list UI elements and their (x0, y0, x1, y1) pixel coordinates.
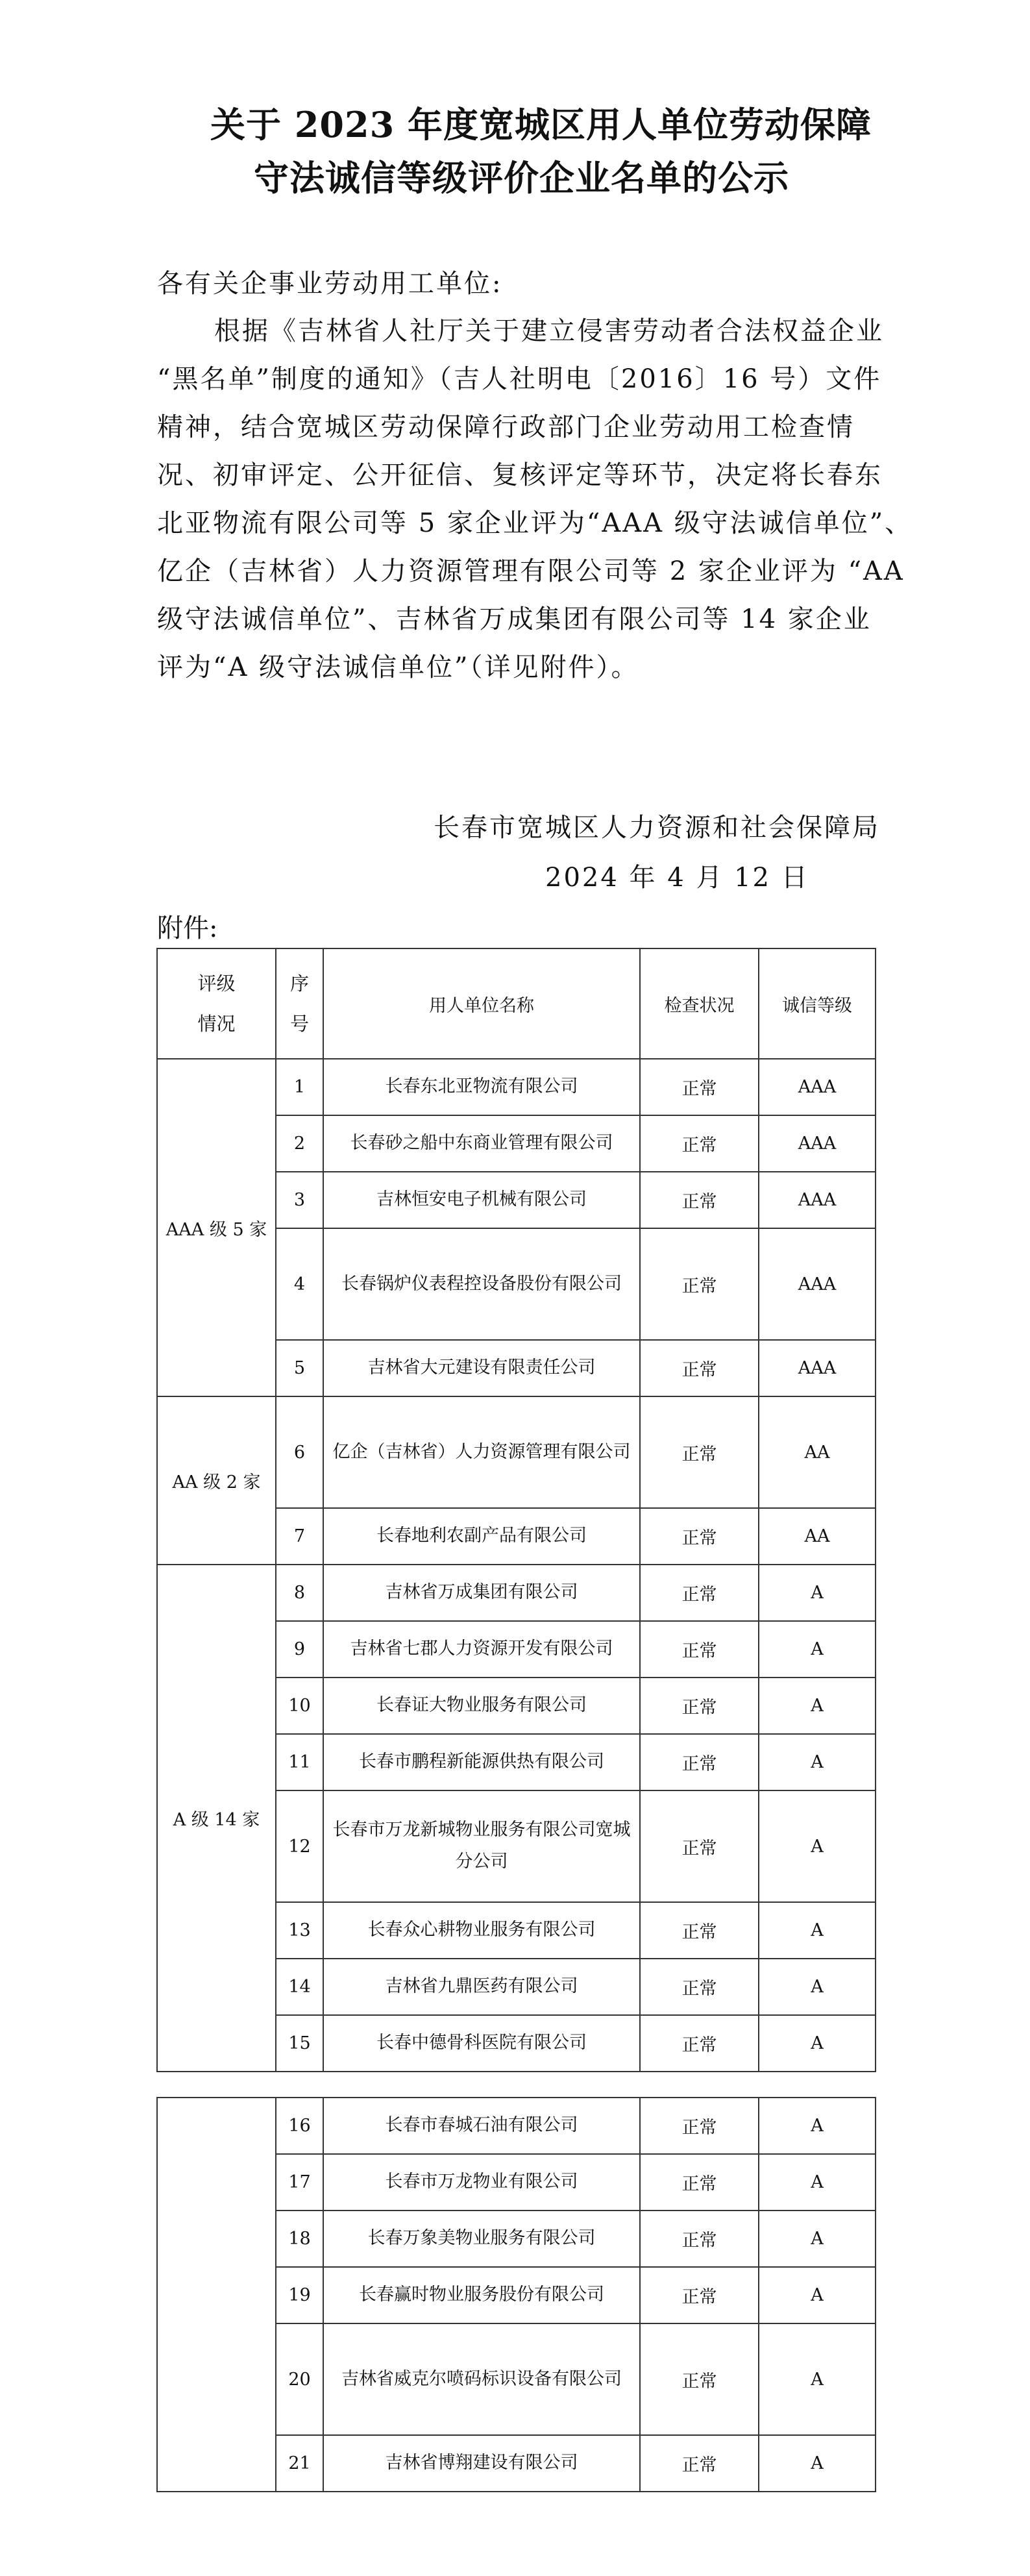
body-line-6: 亿企（吉林省）人力资源管理有限公司等 2 家企业评为 “AA (157, 556, 905, 586)
row-level: A (759, 2435, 876, 2492)
row-number: 6 (276, 1396, 323, 1508)
row-level: AAA (759, 1340, 876, 1396)
enterprise-list-table-continued (156, 2097, 876, 2492)
row-level: A (759, 1565, 876, 1621)
header-grade-line-1: 评级 (197, 972, 236, 995)
row-check: 正常 (640, 1678, 759, 1734)
group-label-aa: AA 级 2 家 (157, 1396, 276, 1565)
header-number (276, 948, 323, 1059)
row-number: 8 (276, 1565, 323, 1621)
row-name: 长春中德骨科医院有限公司 (323, 2015, 640, 2072)
body-line-2: “黑名单”制度的通知》（吉人社明电〔2016〕16 号）文件 (157, 364, 882, 394)
row-number: 4 (276, 1228, 323, 1340)
row-name: 吉林省九鼎医药有限公司 (323, 1959, 640, 2015)
body-line-7: 级守法诚信单位”、吉林省万成集团有限公司等 14 家企业 (157, 604, 872, 634)
header-check: 检查状况 (640, 948, 759, 1059)
body-line-4: 况、初审评定、公开征信、复核评定等环节，决定将长春东 (157, 460, 883, 490)
row-number: 16 (276, 2098, 323, 2154)
row-level: A (759, 2098, 876, 2154)
enterprise-list-table (156, 948, 876, 2072)
group-label-a: A 级 14 家 (157, 1565, 276, 2072)
row-name: 吉林省威克尔喷码标识设备有限公司 (323, 2323, 640, 2435)
row-name: 吉林省博翔建设有限公司 (323, 2435, 640, 2492)
table-row (157, 1565, 876, 1621)
row-check: 正常 (640, 1396, 759, 1508)
row-check: 正常 (640, 1340, 759, 1396)
row-name: 吉林省大元建设有限责任公司 (323, 1340, 640, 1396)
row-name: 长春赢时物业服务股份有限公司 (323, 2267, 640, 2323)
row-number: 14 (276, 1959, 323, 2015)
row-check: 正常 (640, 1115, 759, 1172)
row-name: 长春地利农副产品有限公司 (323, 1508, 640, 1565)
row-name: 长春证大物业服务有限公司 (323, 1678, 640, 1734)
row-check: 正常 (640, 2323, 759, 2435)
row-number: 17 (276, 2154, 323, 2211)
row-name: 长春万象美物业服务有限公司 (323, 2211, 640, 2267)
row-level: A (759, 2154, 876, 2211)
row-number: 3 (276, 1172, 323, 1228)
row-name: 吉林省七郡人力资源开发有限公司 (323, 1621, 640, 1678)
row-number: 19 (276, 2267, 323, 2323)
attachment-label: 附件: (157, 913, 218, 943)
row-check: 正常 (640, 1902, 759, 1959)
row-name: 长春市万龙新城物业服务有限公司宽城分公司 (323, 1790, 640, 1902)
row-level: A (759, 1621, 876, 1678)
header-grade (157, 948, 276, 1059)
row-level: A (759, 1959, 876, 2015)
header-level: 诚信等级 (759, 948, 876, 1059)
group-label-a-continued (157, 2098, 276, 2492)
row-check: 正常 (640, 1959, 759, 2015)
row-level: A (759, 1790, 876, 1902)
row-level: AAA (759, 1059, 876, 1115)
row-level: A (759, 1902, 876, 1959)
header-name: 用人单位名称 (323, 948, 640, 1059)
row-level: A (759, 2211, 876, 2267)
row-name: 亿企（吉林省）人力资源管理有限公司 (323, 1396, 640, 1508)
row-check: 正常 (640, 2435, 759, 2492)
header-number-line-2: 号 (289, 1013, 309, 1035)
signature-org: 长春市宽城区人力资源和社会保障局 (434, 813, 880, 843)
row-number: 9 (276, 1621, 323, 1678)
body-line-8: 评为“A 级守法诚信单位”（详见附件）。 (157, 652, 639, 682)
row-level: AA (759, 1396, 876, 1508)
salutation: 各有关企事业劳动用工单位: (157, 269, 503, 299)
header-grade-line-2: 情况 (197, 1013, 236, 1035)
signature-date: 2024 年 4 月 12 日 (545, 863, 809, 893)
row-name: 长春众心耕物业服务有限公司 (323, 1902, 640, 1959)
row-name: 长春东北亚物流有限公司 (323, 1059, 640, 1115)
row-check: 正常 (640, 1734, 759, 1790)
row-level: A (759, 2323, 876, 2435)
row-check: 正常 (640, 2154, 759, 2211)
row-name: 长春市鹏程新能源供热有限公司 (323, 1734, 640, 1790)
body-line-1: 根据《吉林省人社厅关于建立侵害劳动者合法权益企业 (214, 316, 884, 346)
row-number: 7 (276, 1508, 323, 1565)
row-number: 1 (276, 1059, 323, 1115)
row-level: A (759, 2015, 876, 2072)
table-header-row (157, 948, 876, 1059)
row-name: 长春市万龙物业有限公司 (323, 2154, 640, 2211)
row-check: 正常 (640, 2211, 759, 2267)
group-label-aaa: AAA 级 5 家 (157, 1059, 276, 1396)
row-level: A (759, 1734, 876, 1790)
row-number: 2 (276, 1115, 323, 1172)
row-name: 长春锅炉仪表程控设备股份有限公司 (323, 1228, 640, 1340)
row-check: 正常 (640, 1508, 759, 1565)
row-number: 5 (276, 1340, 323, 1396)
row-name: 吉林省万成集团有限公司 (323, 1565, 640, 1621)
table-row (157, 1059, 876, 1115)
table-row (157, 2098, 876, 2154)
row-check: 正常 (640, 1565, 759, 1621)
row-number: 12 (276, 1790, 323, 1902)
row-check: 正常 (640, 2015, 759, 2072)
row-number: 11 (276, 1734, 323, 1790)
row-check: 正常 (640, 2267, 759, 2323)
row-number: 20 (276, 2323, 323, 2435)
row-check: 正常 (640, 2098, 759, 2154)
row-level: AAA (759, 1228, 876, 1340)
row-check: 正常 (640, 1172, 759, 1228)
row-number: 21 (276, 2435, 323, 2492)
row-level: AA (759, 1508, 876, 1565)
row-number: 13 (276, 1902, 323, 1959)
row-name: 长春砂之船中东商业管理有限公司 (323, 1115, 640, 1172)
document-title-line-1: 关于 2023 年度宽城区用人单位劳动保障 (210, 104, 872, 145)
row-level: AAA (759, 1115, 876, 1172)
row-check: 正常 (640, 1621, 759, 1678)
row-check: 正常 (640, 1228, 759, 1340)
row-level: A (759, 1678, 876, 1734)
row-level: AAA (759, 1172, 876, 1228)
table-row (157, 1396, 876, 1508)
row-check: 正常 (640, 1790, 759, 1902)
row-name: 吉林恒安电子机械有限公司 (323, 1172, 640, 1228)
document-title-line-2: 守法诚信等级评价企业名单的公示 (254, 157, 789, 199)
row-number: 18 (276, 2211, 323, 2267)
header-number-line-1: 序 (289, 972, 309, 995)
row-number: 10 (276, 1678, 323, 1734)
row-name: 长春市春城石油有限公司 (323, 2098, 640, 2154)
row-number: 15 (276, 2015, 323, 2072)
row-level: A (759, 2267, 876, 2323)
body-line-3: 精神，结合宽城区劳动保障行政部门企业劳动用工检查情 (157, 412, 855, 442)
row-check: 正常 (640, 1059, 759, 1115)
body-line-5: 北亚物流有限公司等 5 家企业评为“AAA 级守法诚信单位”、 (157, 508, 913, 538)
